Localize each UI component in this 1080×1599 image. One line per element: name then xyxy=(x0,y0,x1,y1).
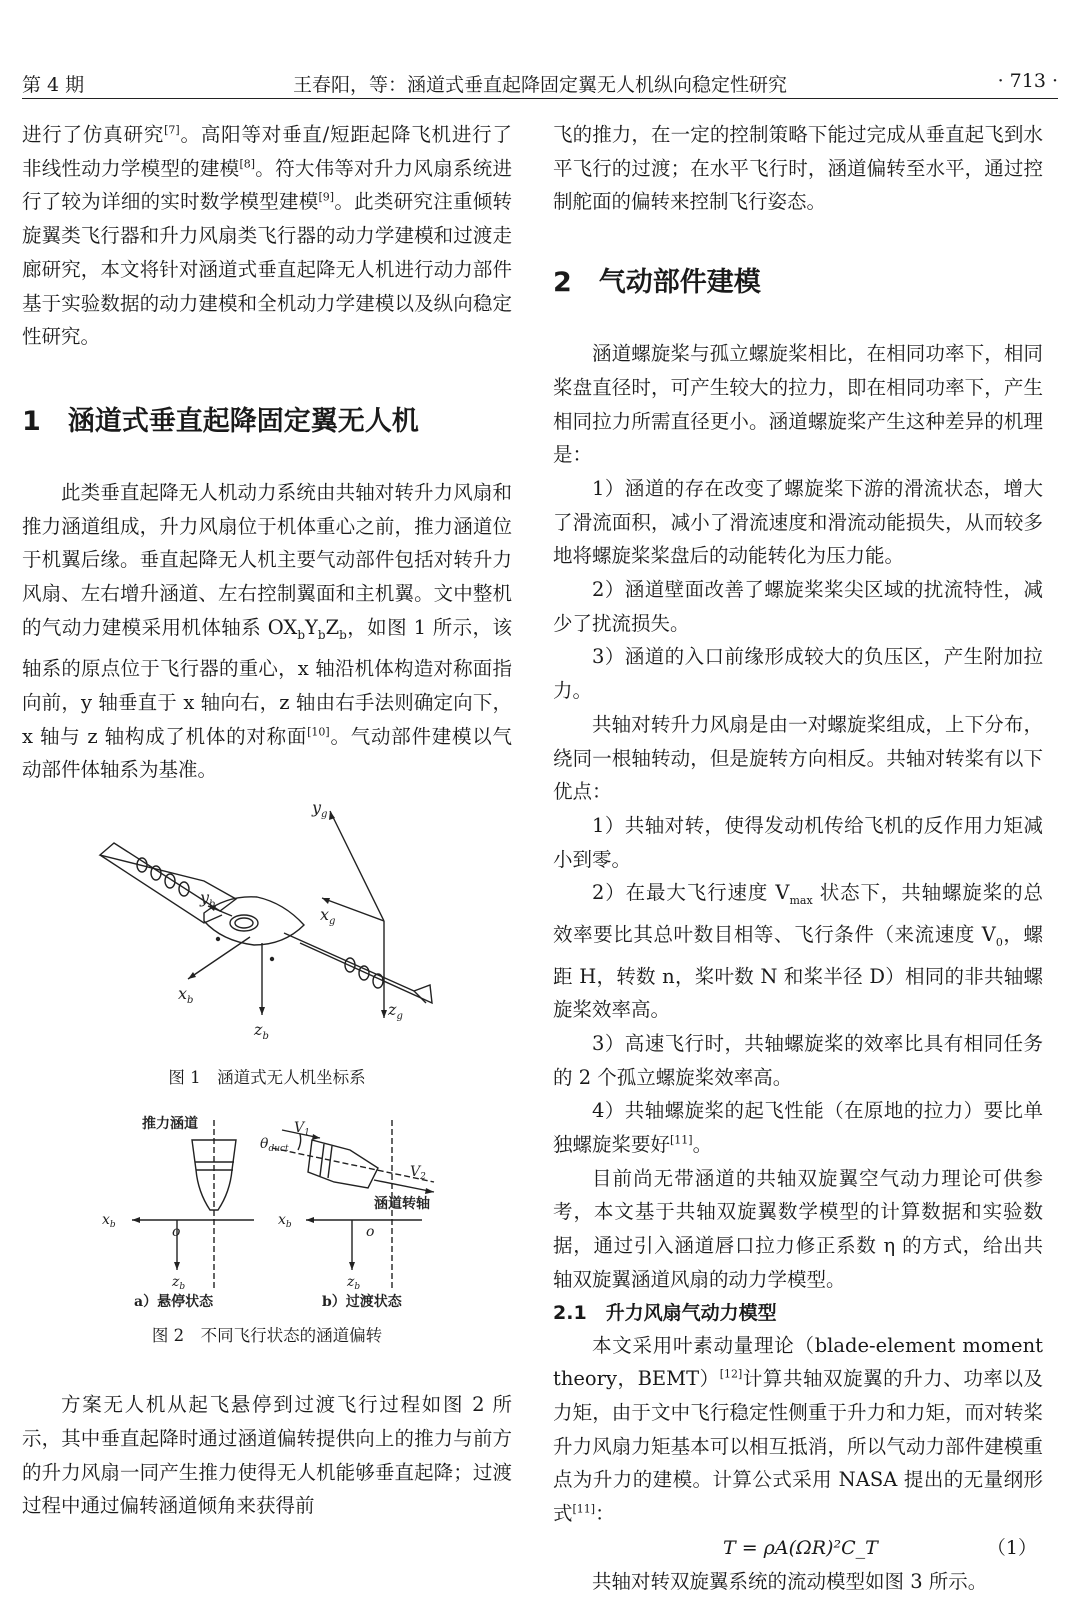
coaxial-paragraph: 共轴对转升力风扇是由一对螺旋桨组成，上下分布，绕同一根轴转动，但是旋转方向相反。共轴对转桨有以下优点： xyxy=(553,712,1043,804)
figure-1 xyxy=(22,803,512,1058)
label-o-a: o xyxy=(172,1224,181,1241)
running-title: 王春阳，等：涵道式垂直起降固定翼无人机纵向稳定性研究 xyxy=(292,74,787,96)
figure-2-caption: 图 2 不同飞行状态的涵道偏转 xyxy=(151,1326,383,1346)
issue-number: 第 4 期 xyxy=(22,74,85,96)
section-2-1-title: 2.1 升力风扇气动力模型 xyxy=(553,1301,777,1324)
axis-label-xg: $x_g$ xyxy=(320,905,336,928)
model-paragraph: 目前尚无带涵道的共轴双旋翼空气动力理论可供参考，本文基于共轴双旋翼数学模型的计算数据和实验数据，通过引入涵道唇口拉力修正系数 η 的方式，给出共轴双旋翼涵道风扇的动力学模型。 xyxy=(553,1166,1043,1291)
citation: [9] xyxy=(318,190,335,204)
label-zb-a: $z_b$ xyxy=(172,1274,186,1293)
advantage-item-1: 1）共轴对转，使得发动机传给飞机的反作用力矩减小到零。 xyxy=(553,813,1043,871)
mechanism-item-1: 1）涵道的存在改变了螺旋桨下游的滑流状态，增大了滑流面积，减小了滑流速度和滑流动能损失，从而较多地将螺旋桨桨盘后的动能转化为压力能。 xyxy=(553,476,1043,568)
advantage-item-4: 4）共轴螺旋桨的起飞性能（在原地的拉力）要比单独螺旋桨要好[11]。 xyxy=(553,1099,1043,1157)
flow-model-paragraph: 共轴对转双旋翼系统的流动模型如图 3 所示。 xyxy=(592,1569,988,1593)
citation: [11] xyxy=(670,1133,693,1147)
continued-paragraph: 飞的推力，在一定的控制策略下能过完成从垂直起飞到水平飞行的过渡；在水平飞行时，涵道偏转至水平，通过控制舵面的偏转来控制飞行姿态。 xyxy=(553,123,1043,214)
citation: [7] xyxy=(164,123,180,137)
citation: [12] xyxy=(719,1367,743,1381)
label-xb-b: $x_b$ xyxy=(278,1212,292,1231)
label-theta-duct: $\theta_{duct}$ xyxy=(260,1136,289,1155)
section-1-title: 1 涵道式垂直起降固定翼无人机 xyxy=(22,405,419,437)
equation-formula: T = ρA(ΩR)²C_T xyxy=(723,1536,878,1559)
label-o-b: o xyxy=(366,1224,375,1241)
duct-deflection-diagram xyxy=(22,1110,512,1310)
label-thrust-duct: 推力涵道 xyxy=(142,1116,198,1133)
equation-number: （1） xyxy=(986,1536,1037,1559)
axis-label-yb: $y_b$ xyxy=(200,888,216,911)
left-column xyxy=(22,118,512,1523)
subfig-b-label: b）过渡状态 xyxy=(322,1294,402,1311)
axis-label-yg: $y_g$ xyxy=(312,803,328,821)
label-xb-a: $x_b$ xyxy=(102,1212,116,1231)
axis-label-xb: $x_b$ xyxy=(178,984,194,1007)
citation: [8] xyxy=(239,157,256,171)
label-v1: $V_1$ xyxy=(294,1120,310,1139)
section-2-title: 2 气动部件建模 xyxy=(553,267,761,299)
axis-label-zg: $z_g$ xyxy=(388,1000,403,1023)
equation-1 xyxy=(553,1531,1043,1565)
page-number: · 713 · xyxy=(997,70,1058,92)
mechanism-item-2: 2）涵道壁面改善了螺旋桨桨尖区域的扰流特性，减少了扰流损失。 xyxy=(553,578,1043,635)
bemt-paragraph: 本文采用叶素动量理论（blade-element moment theory，BEMT）[12]计算共轴双旋翼的升力、功率以及力矩，由于文中飞行稳定性侧重于升力和力矩，而对转桨升力风扇力矩基本可以相互抵消，所以气动力部件建模重点为升力的建模。计算公式采用 NASA 提出的无量纲形式[11]： xyxy=(553,1333,1043,1526)
label-v2: $V_2$ xyxy=(410,1164,426,1183)
mechanism-item-3: 3）涵道的入口前缘形成较大的负压区，产生附加拉力。 xyxy=(553,645,1043,703)
advantage-item-3: 3）高速飞行时，共轴螺旋桨的效率比具有相同任务的 2 个孤立螺旋桨效率高。 xyxy=(553,1031,1043,1089)
right-column xyxy=(553,118,1043,1599)
running-header xyxy=(22,58,1058,99)
citation: [11] xyxy=(572,1502,596,1516)
advantage-item-2: 2）在最大飞行速度 $V_{max}$ 状态下，共轴螺旋桨的总效率要比其总叶数目相等、飞行条件（来流速度 $V_0$，螺距 H，转数 n，桨叶数 N 和桨半径 D）相同的非共轴螺旋桨效率高。 xyxy=(553,881,1043,1022)
intro-paragraph: 进行了仿真研究[7]。高阳等对垂直/短距起降飞机进行了非线性动力学模型的建模[8]。符大伟等对升力风扇系统进行了较为详细的实时数学模型建模[9]。此类研究注重倾转旋翼类飞行器和升力风扇类飞行器的动力学建模和过渡走廊研究，本文将针对涵道式垂直起降无人机进行动力部件基于实验数据的动力建模和全机动力学建模以及纵向稳定性研究。 xyxy=(22,123,512,349)
subfig-a-label: a）悬停状态 xyxy=(134,1294,214,1311)
figure-2 xyxy=(22,1110,512,1310)
label-zb-b: $z_b$ xyxy=(347,1274,361,1293)
figure-1-caption: 图 1 涵道式无人机坐标系 xyxy=(168,1068,366,1088)
duct-mechanism-paragraph: 涵道螺旋桨与孤立螺旋桨相比，在相同功率下，相同桨盘直径时，可产生较大的拉力，即在相同功率下，产生相同拉力所需直径更小。涵道螺旋桨产生这种差异的机理是： xyxy=(553,342,1043,467)
label-duct-axis: 涵道转轴 xyxy=(374,1196,430,1213)
axis-label-zb: $z_b$ xyxy=(254,1020,269,1043)
paragraph-transition: 方案无人机从起飞悬停到过渡飞行过程如图 2 所示，其中垂直起降时通过涵道偏转提供向上的推力与前方的升力风扇一同产生推力使得无人机能够垂直起降；过渡过程中通过偏转涵道倾角来获得前 xyxy=(22,1393,512,1518)
section-1-paragraph: 此类垂直起降无人机动力系统由共轴对转升力风扇和推力涵道组成，升力风扇位于机体重心之前，推力涵道位于机翼后缘。垂直起降无人机主要气动部件包括对转升力风扇、左右增升涵道、左右控制翼面和主机翼。文中整机的气动力建模采用机体轴系 $OX_bY_bZ_b$，如图 1 所示，该轴系的原点位于飞行器的重心，x 轴沿机体构造对称面指向前，y 轴垂直于 x 轴向右，z 轴由右手法则确定向下，x 轴与 z 轴构成了机体的对称面[10]。气动部件建模以气动部件体轴系为基准。 xyxy=(22,480,512,782)
uav-coordinate-diagram xyxy=(22,803,512,1058)
citation: [10] xyxy=(307,725,330,739)
